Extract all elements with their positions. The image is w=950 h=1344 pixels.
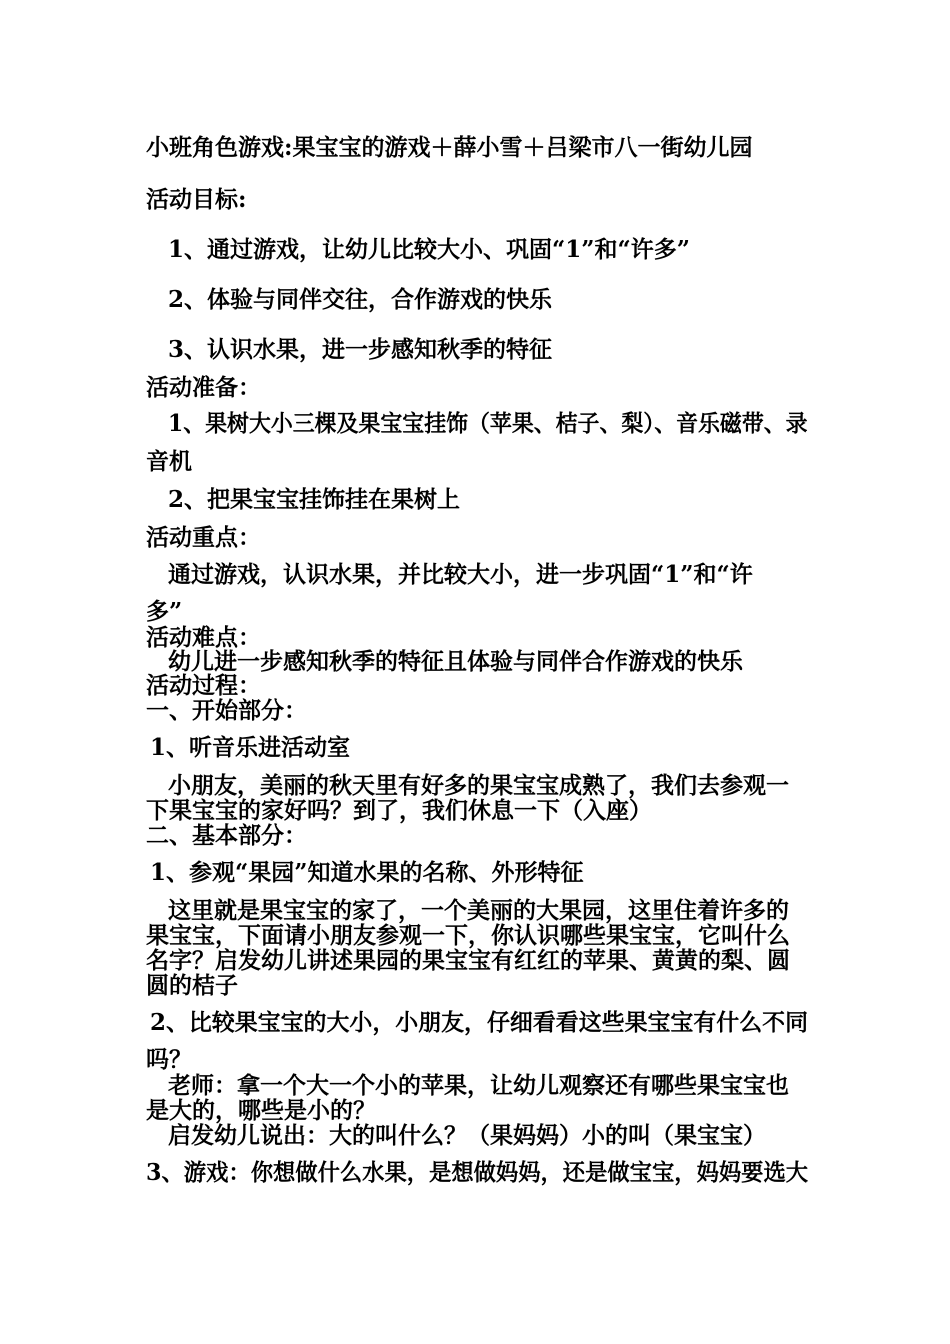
key-text-line-1: 通过游戏，认识水果，并比较大小，进一步巩固“1”和“许 <box>168 561 753 588</box>
key-heading: 活动重点： <box>146 524 261 551</box>
goal-item-2: 2、体验与同伴交往，合作游戏的快乐 <box>168 286 553 313</box>
goal-item-3: 3、认识水果，进一步感知秋季的特征 <box>168 336 553 363</box>
key-text-line-2: 多” <box>146 598 183 625</box>
prep-heading: 活动准备： <box>146 374 261 401</box>
part2-step-2-line-2: 吗？ <box>146 1046 192 1073</box>
part2-heading: 二、基本部分： <box>146 822 307 849</box>
prep-item-1-line-1: 1、果树大小三棵及果宝宝挂饰（苹果、桔子、梨）、音乐磁带、录 <box>168 410 808 437</box>
part2-paragraph-1-line-2: 果宝宝，下面请小朋友参观一下，你认识哪些果宝宝，它叫什么 <box>146 922 790 949</box>
part2-paragraph-1-line-4: 圆的桔子 <box>146 972 238 999</box>
part2-teacher-line-1: 老师：拿一个大一个小的苹果，让幼儿观察还有哪些果宝宝也 <box>168 1072 789 1099</box>
document-title: 小班角色游戏:果宝宝的游戏＋薛小雪＋吕梁市八一街幼儿园 <box>146 134 753 161</box>
part2-step-2-line-1: 2、比较果宝宝的大小，小朋友，仔细看看这些果宝宝有什么不同 <box>150 1009 809 1036</box>
part1-paragraph-line-2: 下果宝宝的家好吗？到了，我们休息一下（入座） <box>146 797 652 824</box>
difficulty-heading: 活动难点： <box>146 624 261 651</box>
part2-paragraph-1-line-1: 这里就是果宝宝的家了，一个美丽的大果园，这里住着许多的 <box>168 897 789 924</box>
difficulty-text: 幼儿进一步感知秋季的特征且体验与同伴合作游戏的快乐 <box>168 648 743 675</box>
part2-step-3: 3、游戏：你想做什么水果，是想做妈妈，还是做宝宝，妈妈要选大 <box>146 1159 809 1186</box>
prep-item-2: 2、把果宝宝挂饰挂在果树上 <box>168 486 461 513</box>
part1-paragraph-line-1: 小朋友，美丽的秋天里有好多的果宝宝成熟了，我们去参观一 <box>168 772 789 799</box>
goal-heading: 活动目标: <box>146 186 247 213</box>
part2-paragraph-1-line-3: 名字？启发幼儿讲述果园的果宝宝有红红的苹果、黄黄的梨、圆 <box>146 947 790 974</box>
prep-item-1-line-2: 音机 <box>146 448 192 475</box>
part2-teacher-line-2: 是大的，哪些是小的？ <box>146 1097 376 1124</box>
part2-step-1: 1、参观“果园”知道水果的名称、外形特征 <box>150 859 584 886</box>
part2-inspire-line: 启发幼儿说出：大的叫什么？（果妈妈）小的叫（果宝宝） <box>168 1122 766 1149</box>
process-heading: 活动过程： <box>146 672 261 699</box>
part1-step-1: 1、听音乐进活动室 <box>150 734 351 761</box>
goal-item-1: 1、通过游戏，让幼儿比较大小、巩固“1”和“许多” <box>168 236 690 263</box>
part1-heading: 一、开始部分： <box>146 697 307 724</box>
